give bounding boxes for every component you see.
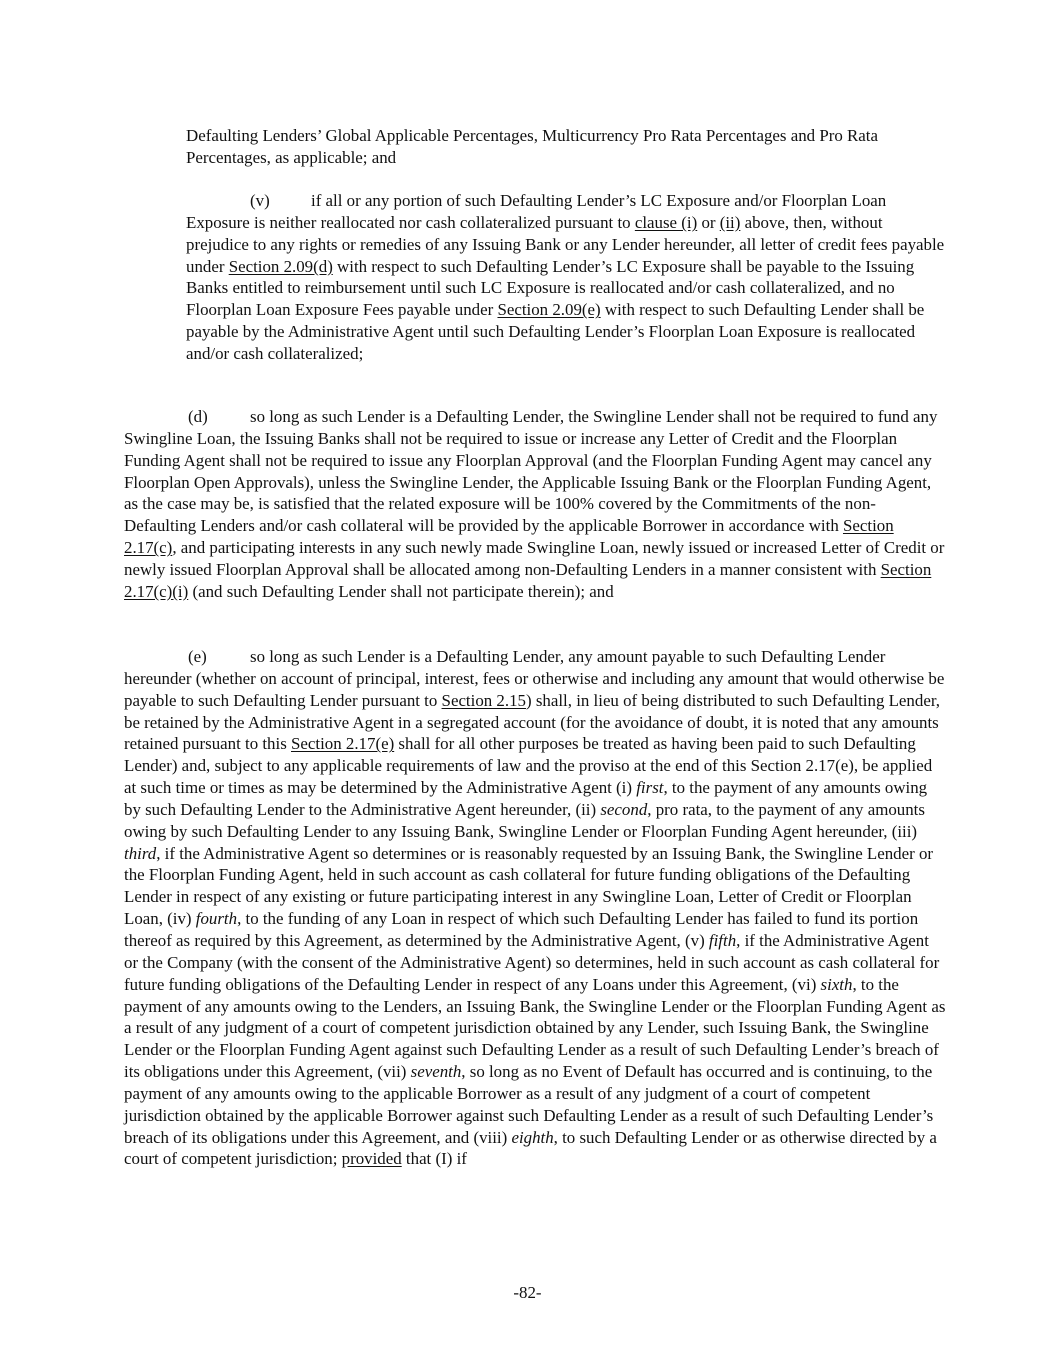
priority-sixth: sixth <box>820 974 853 994</box>
clause-e-text: , to such Defaulting Lender or as otherwise directed by a court of competent jurisdiction; <box>124 1127 937 1169</box>
section-2-17-c-i-reference: Section 2.17(c)(i) <box>124 559 932 601</box>
clause-d-text: , and participating interests in any such newly made Swingline Loan, newly issued or increased Letter of Credit or newly issued Floorplan Approval shall be allocated among non-Defaulting Lenders in a manner consistent with <box>124 538 945 579</box>
clause-d-paragraph <box>124 406 946 603</box>
section-2-17-e-reference: Section 2.17(e) <box>291 734 395 754</box>
clause-d-text: (and such Defaulting Lender shall not participate therein); and <box>188 581 614 601</box>
clause-e-text: , so long as no Event of Default has occurred and is continuing, to the payment of any amounts owing to the applicable Borrower as a result of any judgment of a court of competent jurisdiction obtained by the applicable Borrower against such Defaulting Lender as a result of such Defaulting Lender’s breach of its obligations under this Agreement, and (viii) <box>124 1062 934 1147</box>
clause-d-text: so long as such Lender is a Defaulting Lender, the Swingline Lender shall not be required to fund any Swingline Loan, the Issuing Banks shall not be required to issue or increase any Letter of Credit and the Floorplan Funding Agent shall not be required to issue any Floorplan Approval (and the Floorplan Funding Agent may cancel any Floorplan Open Approvals), unless the Swingline Lender, the Applicable Issuing Bank or the Floorplan Funding Agent, as the case may be, is satisfied that the related exposure will be 100% covered by the Commitments of the non-Defaulting Lenders and/or cash collateral will be provided by the applicable Borrower in accordance with <box>124 407 938 536</box>
clause-e-text: , if the Administrative Agent so determines or is reasonably requested by an Issuing Bank, the Swingline Lender or the Floorplan Funding Agent, held in such account as cash collateral for future funding obligations of the Defaulting Lender in respect of any existing or future participating interest in any Swingline Loan, Letter of Credit or Floorplan Loan, (iv) <box>124 843 934 929</box>
page-number: -82- <box>513 1283 542 1302</box>
section-2-17-c-reference: Section 2.17(c) <box>124 516 894 558</box>
priority-first: first <box>636 778 664 798</box>
clause-e-text: , to the payment of any amounts owing to the Lenders, an Issuing Bank, the Swingline Lender or the Floorplan Funding Agent as a result of any judgment of a court of competent jurisdiction obtained by any Lender, such Issuing Bank, the Swingline Lender or the Floorplan Funding Agent against such Defaulting Lender as a result of such Defaulting Lender’s breach of its obligations under this Agreement, (vii) <box>124 974 946 1082</box>
priority-seventh: seventh <box>410 1062 462 1082</box>
priority-third: third <box>124 843 157 863</box>
clause-e-text: , to the funding of any Loan in respect of which such Defaulting Lender has failed to fund its portion thereof as required by this Agreement, as determined by the Administrative Agent, (v) <box>124 909 919 950</box>
clause-e-label: (e) <box>188 647 207 666</box>
continuation-text: Defaulting Lenders’ Global Applicable Percentages, Multicurrency Pro Rata Percentages and Pro Rata Percentages, as applicable; and <box>186 126 878 167</box>
clause-v-text: with respect to such Defaulting Lender shall be payable by the Administrative Agent until such Defaulting Lender’s Floorplan Loan Exposure is reallocated and/or cash collateralized; <box>186 300 925 363</box>
priority-fourth: fourth <box>195 909 238 929</box>
clause-e-text: , pro rata, to the payment of any amounts owing by such Defaulting Lender to any Issuing Bank, Swingline Lender or Floorplan Funding Agent hereunder, (iii) <box>124 799 925 841</box>
clause-ii-reference: (ii) <box>719 212 741 232</box>
clause-v-text: if all or any portion of such Defaulting Lender’s LC Exposure and/or Floorplan Loan Exposure is neither reallocated nor cash collateralized pursuant to <box>186 191 887 232</box>
clause-v-text: with respect to such Defaulting Lender’s LC Exposure shall be payable to the Issuing Banks entitled to reimbursement until such LC Exposure is reallocated and/or cash collateralized, and no Floorplan Loan Exposure Fees payable under <box>186 256 915 320</box>
clause-v-text: above, then, without prejudice to any rights or remedies of any Issuing Bank or any Lender hereunder, all letter of credit fees payable under <box>186 212 945 276</box>
priority-second: second <box>600 799 648 819</box>
clause-v-paragraph <box>186 190 946 365</box>
clause-e-text: shall for all other purposes be treated as having been paid to such Defaulting Lender) and, subject to any applicable requirements of law and the proviso at the end of this Section 2.17(e), be applied at such time or times as may be determined by the Administrative Agent (i) <box>124 734 933 798</box>
clause-e-paragraph <box>124 646 946 1170</box>
clause-e-text: ) shall, in lieu of being distributed to such Defaulting Lender, be retained by the Administrative Agent in a segregated account (for the avoidance of doubt, it is noted that any amounts retained pursuant to this <box>124 690 940 754</box>
section-2-09-d-reference: Section 2.09(d) <box>228 256 333 276</box>
clause-v-label: (v) <box>250 191 270 210</box>
priority-fifth: fifth <box>708 930 737 950</box>
section-2-15-reference: Section 2.15 <box>441 690 526 710</box>
section-2-09-e-reference: Section 2.09(e) <box>497 300 601 320</box>
clause-e-text: , to the payment of any amounts owing by such Defaulting Lender to the Administrative Agent hereunder, (ii) <box>124 778 928 819</box>
clause-e-text: , if the Administrative Agent or the Company (with the consent of the Administrative Agent) so determines, held in such account as cash collateral for future funding obligations of the Defaulting Lender in respect of any Loans under this Agreement, (vi) <box>124 930 940 994</box>
priority-eighth: eighth <box>511 1127 554 1147</box>
clause-v-text: or <box>697 212 720 232</box>
clause-e-text: so long as such Lender is a Defaulting Lender, any amount payable to such Defaulting Lender hereunder (whether on account of principal, interest, fees or otherwise and including any amount that would otherwise be payable to such Defaulting Lender pursuant to <box>124 647 945 710</box>
clause-d-label: (d) <box>188 407 208 426</box>
provided-term: provided <box>341 1149 402 1169</box>
clause-i-reference: clause (i) <box>634 212 698 232</box>
continuation-paragraph <box>186 125 946 169</box>
clause-e-text: that (I) if <box>401 1149 467 1169</box>
